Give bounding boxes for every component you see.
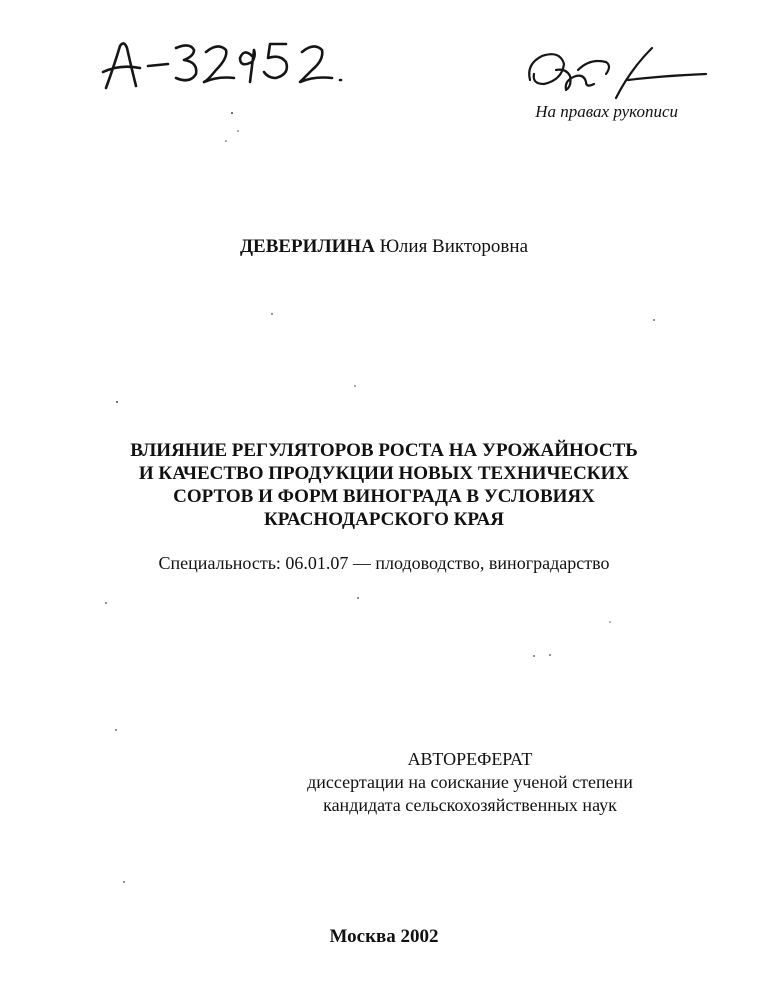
degree-field-line: кандидата сельскохозяйственных наук — [323, 795, 617, 815]
manuscript-rights-note: На правах рукописи — [535, 102, 678, 121]
author-surname: ДЕВЕРИЛИНА — [239, 236, 375, 257]
abstract-block — [270, 748, 670, 817]
abstract-heading: АВТОРЕФЕРАТ — [407, 749, 533, 769]
degree-line: диссертации на соискание ученой степени — [307, 772, 633, 792]
thesis-title-line: ВЛИЯНИЕ РЕГУЛЯТОРОВ РОСТА НА УРОЖАЙНОСТЬ — [130, 440, 638, 461]
city-and-year: Москва 2002 — [329, 926, 439, 947]
author-given-names: Юлия Викторовна — [379, 236, 529, 257]
specialty-line: Специальность: 06.01.07 — плодоводство, виноградарство — [158, 553, 610, 573]
author-name — [0, 236, 768, 258]
thesis-title-line: И КАЧЕСТВО ПРОДУКЦИИ НОВЫХ ТЕХНИЧЕСКИХ — [138, 463, 630, 484]
thesis-title-line: СОРТОВ И ФОРМ ВИНОГРАДА В УСЛОВИЯХ — [173, 486, 595, 507]
thesis-title-line: КРАСНОДАРСКОГО КРАЯ — [263, 509, 505, 530]
thesis-title — [90, 439, 678, 531]
handwritten-archive-number — [100, 36, 360, 92]
handwritten-signature — [520, 40, 720, 106]
